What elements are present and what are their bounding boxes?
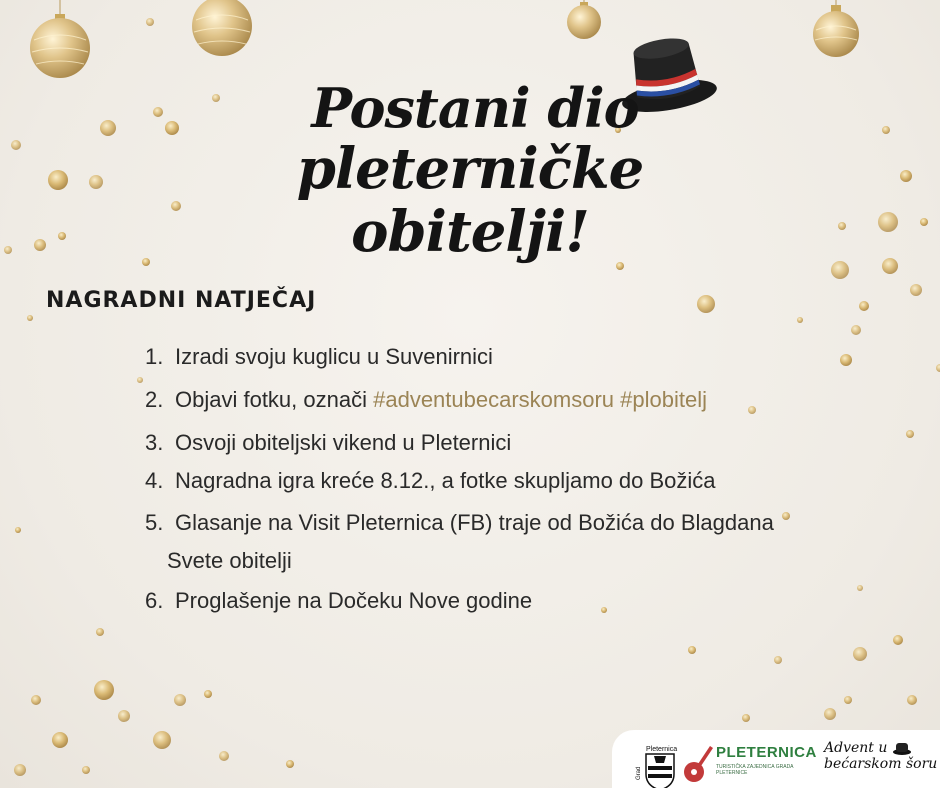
glitter-dot [906,430,914,438]
glitter-dot [14,764,26,776]
item-number: 2. [145,387,164,412]
glitter-dot [89,175,103,189]
glitter-dot [82,766,90,774]
glitter-dot [936,364,940,372]
list-item [145,588,532,614]
list-item [145,468,716,494]
glitter-dot [882,126,890,134]
glitter-dot [4,246,12,254]
glitter-dot [900,170,912,182]
glitter-dot [146,18,154,26]
glitter-dot [58,232,66,240]
glitter-dot [748,406,756,414]
glitter-dot [204,690,212,698]
glitter-dot [96,628,104,636]
glitter-dot [797,317,803,323]
contest-heading: NAGRADNI NATJEČAJ [46,288,317,313]
item-number: 5. [145,510,164,535]
advent-line-2: bećarskom šoru [824,756,938,773]
tamburica-icon [682,744,714,784]
glitter-dot [174,694,186,706]
glitter-dot [742,714,750,722]
glitter-dot [153,107,163,117]
glitter-dot [838,222,846,230]
glitter-dot [831,261,849,279]
item-text: Osvoji obiteljski vikend u Pleternici [175,430,512,455]
list-item [145,430,511,456]
glitter-dot [774,656,782,664]
ornament-icon [30,0,90,78]
item-number: 1. [145,344,164,369]
glitter-dot [31,695,41,705]
glitter-dot [153,731,171,749]
glitter-dot [118,710,130,722]
pleternica-subtitle: TURISTIČKA ZAJEDNICA GRADA PLETERNICE [716,764,794,776]
list-item [145,387,707,413]
glitter-dot [893,635,903,645]
item-text: Objavi fotku, označi [175,387,374,412]
title-line-2: pleterničke obitelji! [296,136,644,266]
pleternica-logo[interactable] [682,740,832,788]
glitter-dot [920,218,928,226]
glitter-dot [824,708,836,720]
crest-label: Pleternica [646,746,678,753]
hashtags[interactable]: #adventubecarskomsoru #plobitelj [373,387,707,412]
item-number: 4. [145,468,164,493]
glitter-dot [688,646,696,654]
ornament-icon [567,0,601,39]
logo-footer [612,730,940,788]
glitter-dot [878,212,898,232]
pleternica-name: PLETERNICA [716,744,817,761]
glitter-dot [48,170,68,190]
glitter-dot [34,239,46,251]
poster-title [200,78,760,264]
glitter-dot [851,325,861,335]
item-text: Glasanje na Visit Pleternica (FB) traje od Božića do Blagdana [175,510,774,535]
glitter-dot [859,301,869,311]
list-item [145,344,493,370]
glitter-dot [840,354,852,366]
glitter-dot [601,607,607,613]
ornament-icon [192,0,252,56]
glitter-dot [910,284,922,296]
glitter-dot [844,696,852,704]
glitter-dot [27,315,33,321]
item-number: 3. [145,430,164,455]
glitter-dot [697,295,715,313]
item-text: Izradi svoju kuglicu u Suvenirnici [175,344,493,369]
glitter-dot [857,585,863,591]
crest-icon [634,740,678,788]
item-number: 6. [145,588,164,613]
glitter-dot [782,512,790,520]
ornament-icon [813,0,859,57]
glitter-dot [52,732,68,748]
glitter-dot [882,258,898,274]
glitter-dot [219,751,229,761]
item-text: Nagradna igra kreće 8.12., a fotke skupljamo do Božića [175,468,716,493]
glitter-dot [94,680,114,700]
advent-line-1: Advent u [824,740,888,756]
glitter-dot [853,647,867,661]
list-item [145,510,774,536]
glitter-dot [137,377,143,383]
glitter-dot [165,121,179,135]
crest-side-label: Grad [636,766,642,780]
glitter-dot [142,258,150,266]
glitter-dot [100,120,116,136]
item-text: Proglašenje na Dočeku Nove godine [175,588,533,613]
list-item-continuation: Svete obitelji [167,548,292,573]
glitter-dot [286,760,294,768]
advent-logo[interactable] [824,740,937,772]
glitter-dot [11,140,21,150]
title-line-1: Postani dio [311,76,639,140]
hat-small-icon [892,741,912,755]
glitter-dot [15,527,21,533]
glitter-dot [907,695,917,705]
